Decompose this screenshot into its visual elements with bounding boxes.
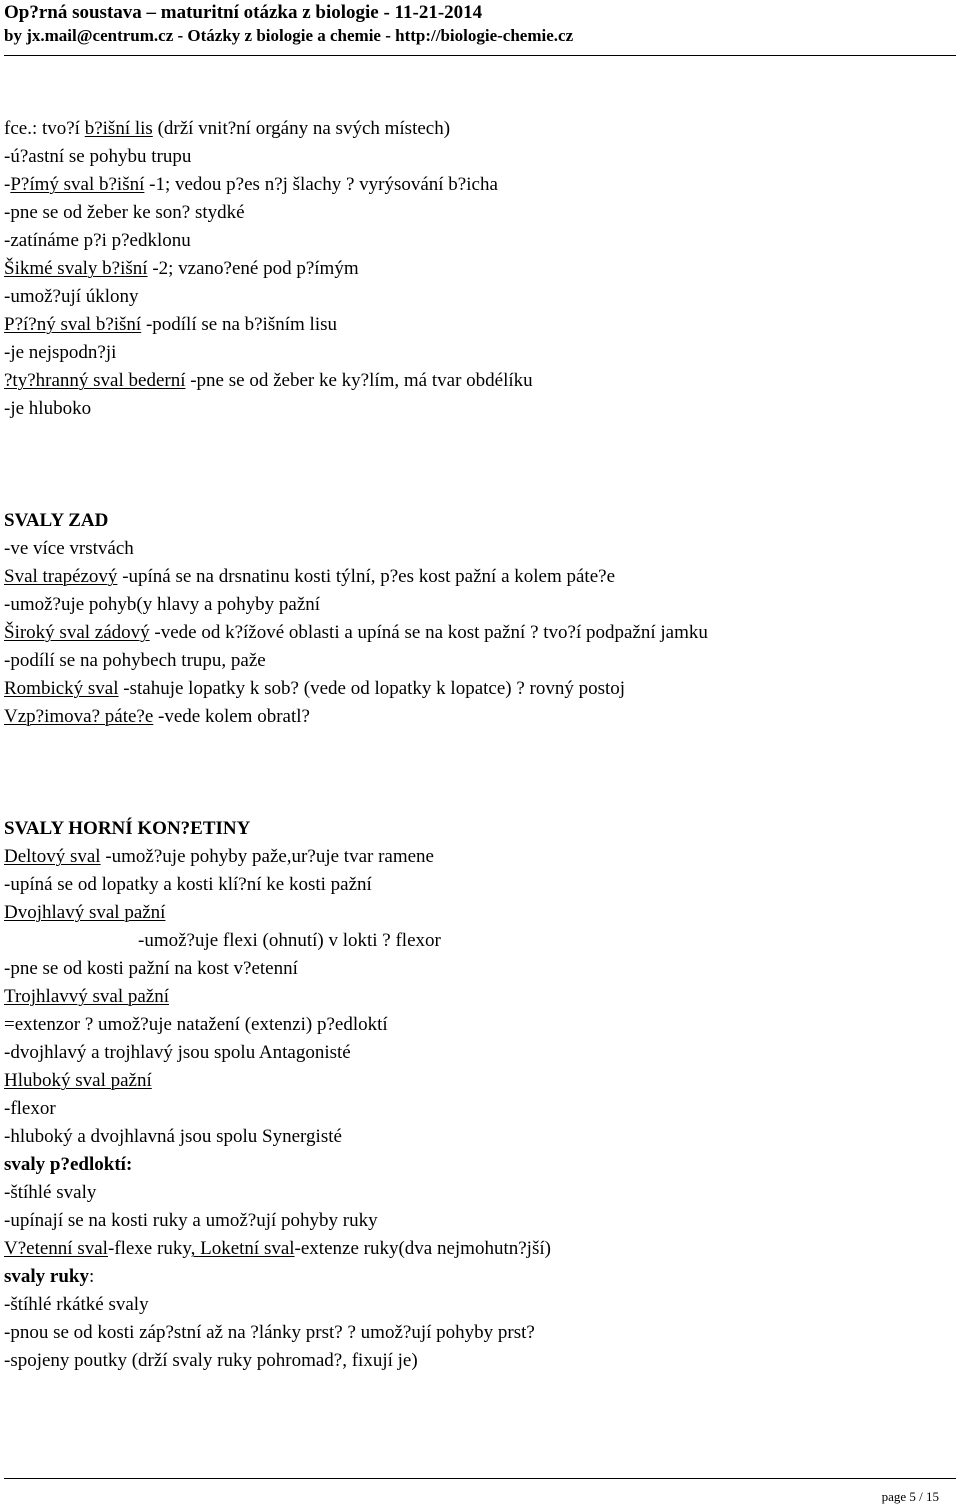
text-segment: -podílí se na pohybech trupu, paže xyxy=(4,650,266,671)
text-line xyxy=(4,843,954,871)
text-line xyxy=(4,955,954,983)
text-line xyxy=(4,1151,954,1179)
text-segment: -ve více vrstvách xyxy=(4,538,134,559)
text-segment: -upíná se od lopatky a kosti klí?ní ke kosti pažní xyxy=(4,874,372,895)
header-rule xyxy=(4,55,956,56)
text-line xyxy=(4,1039,954,1067)
text-segment: -spojeny poutky (drží svaly ruky pohromad?, fixují je) xyxy=(4,1350,418,1371)
text-line xyxy=(4,311,954,339)
text-line xyxy=(4,871,954,899)
text-line xyxy=(4,255,954,283)
muscle-term: , Loketní sval xyxy=(190,1238,295,1259)
muscle-term: Dvojhlavý sval pažní xyxy=(4,902,166,923)
document-title: Op?rná soustava – maturitní otázka z biologie - 11-21-2014 xyxy=(4,2,483,23)
text-line xyxy=(4,115,954,143)
text-segment: -ú?astní se pohybu trupu xyxy=(4,146,192,167)
text-line xyxy=(4,1235,954,1263)
text-line xyxy=(4,1291,954,1319)
muscle-term: Trojhlavvý sval pažní xyxy=(4,986,170,1007)
text-segment: -podílí se na b?išním lisu xyxy=(141,314,337,335)
muscle-term: Sval trapézový xyxy=(4,566,118,587)
muscle-term: Rombický sval xyxy=(4,678,119,699)
muscle-term: P?í?ný sval b?išní xyxy=(4,314,142,335)
text-segment: -umož?uje pohyby paže,ur?uje tvar ramene xyxy=(100,846,434,867)
text-line xyxy=(4,1319,954,1347)
text-line xyxy=(4,983,954,1011)
section-heading: SVALY ZAD xyxy=(4,510,109,531)
text-line xyxy=(4,227,954,255)
text-line xyxy=(4,675,954,703)
text-segment: -flexe ruky xyxy=(107,1238,191,1259)
text-segment: -je hluboko xyxy=(4,398,92,419)
text-segment: -je nejspodn?ji xyxy=(4,342,117,363)
text-line xyxy=(4,507,954,535)
muscle-term: Široký sval zádový xyxy=(4,622,150,643)
text-segment: -hluboký a dvojhlavná jsou spolu Synergisté xyxy=(4,1126,342,1147)
text-line xyxy=(4,927,954,955)
muscle-term: V?etenní sval xyxy=(4,1238,108,1259)
text-line xyxy=(4,283,954,311)
text-line xyxy=(4,535,954,563)
text-line xyxy=(4,171,954,199)
text-segment: -vede od k?ížové oblasti a upíná se na kost pažní ? tvo?í podpažní jamku xyxy=(149,622,708,643)
text-line xyxy=(4,1123,954,1151)
text-line xyxy=(4,619,954,647)
text-line xyxy=(4,563,954,591)
footer-rule xyxy=(4,1478,956,1479)
text-segment: -pne se od kosti pažní na kost v?etenní xyxy=(4,958,298,979)
text-segment: -vede kolem obratl? xyxy=(153,706,310,727)
text-line xyxy=(4,1011,954,1039)
page-header xyxy=(4,0,573,47)
text-segment: -1; vedou p?es n?j šlachy ? vyrýsování b?icha xyxy=(144,174,498,195)
text-line xyxy=(4,1095,954,1123)
text-segment: -flexor xyxy=(4,1098,56,1119)
text-line xyxy=(4,1179,954,1207)
text-segment: -upínají se na kosti ruky a umož?ují pohyby ruky xyxy=(4,1210,378,1231)
text-segment: -2; vzano?ené pod p?ímým xyxy=(147,258,359,279)
text-segment: -zatínáme p?i p?edklonu xyxy=(4,230,191,251)
text-segment: =extenzor ? umož?uje natažení (extenzi) p?edloktí xyxy=(4,1014,388,1035)
muscle-term: ?ty?hranný sval bederní xyxy=(4,370,186,391)
text-line xyxy=(4,199,954,227)
section-heading: svaly ruky xyxy=(4,1266,89,1287)
document-byline: by jx.mail@centrum.cz - Otázky z biologie a chemie - http://biologie-chemie.cz xyxy=(4,26,574,45)
text-line xyxy=(4,1347,954,1375)
muscle-term: Deltový sval xyxy=(4,846,101,867)
text-segment: -umož?uje flexi (ohnutí) v lokti ? flexor xyxy=(138,930,441,951)
text-segment: -umož?uje pohyb(y hlavy a pohyby pažní xyxy=(4,594,321,615)
text-line xyxy=(4,1067,954,1095)
text-line xyxy=(4,703,954,731)
text-segment: -pnou se od kosti záp?stní až na ?lánky prst? ? umož?ují pohyby prst? xyxy=(4,1322,535,1343)
text-segment: (drží vnit?ní orgány na svých místech) xyxy=(152,118,451,139)
section-heading: svaly p?edloktí: xyxy=(4,1154,133,1175)
text-line xyxy=(4,143,954,171)
text-line xyxy=(4,1207,954,1235)
text-segment: -pne se od žeber ke ky?lím, má tvar obdélíku xyxy=(185,370,533,391)
text-segment: -dvojhlavý a trojhlavý jsou spolu Antagonisté xyxy=(4,1042,351,1063)
text-segment: -štíhlé svaly xyxy=(4,1182,97,1203)
text-segment: -štíhlé rkátké svaly xyxy=(4,1294,149,1315)
document-body xyxy=(4,115,954,1375)
text-segment: -umož?ují úklony xyxy=(4,286,139,307)
text-segment: -pne se od žeber ke son? stydké xyxy=(4,202,245,223)
text-line xyxy=(4,367,954,395)
text-line xyxy=(4,1263,954,1291)
text-line xyxy=(4,899,954,927)
muscle-term: Hluboký sval pažní xyxy=(4,1070,152,1091)
muscle-term: b?išní lis xyxy=(84,118,153,139)
text-segment: -upíná se na drsnatinu kosti týlní, p?es kost pažní a kolem páte?e xyxy=(117,566,615,587)
text-segment: -stahuje lopatky k sob? (vede od lopatky k lopatce) ? rovný postoj xyxy=(118,678,626,699)
text-segment: : xyxy=(89,1266,95,1287)
muscle-term: Vzp?imova? páte?e xyxy=(4,706,154,727)
page-number: page 5 / 15 xyxy=(881,1489,939,1504)
paragraph-spacer xyxy=(4,731,954,815)
text-line xyxy=(4,647,954,675)
text-line xyxy=(4,591,954,619)
text-segment: - xyxy=(4,174,11,195)
paragraph-spacer xyxy=(4,423,954,507)
text-segment: -extenze ruky(dva nejmohutn?jší) xyxy=(294,1238,551,1259)
muscle-term: Šikmé svaly b?išní xyxy=(4,258,148,279)
muscle-term: P?ímý sval b?išní xyxy=(10,174,145,195)
text-line xyxy=(4,395,954,423)
text-segment: fce.: tvo?í xyxy=(4,118,85,139)
section-heading: SVALY HORNÍ KON?ETINY xyxy=(4,818,251,839)
text-line xyxy=(4,339,954,367)
text-line xyxy=(4,815,954,843)
